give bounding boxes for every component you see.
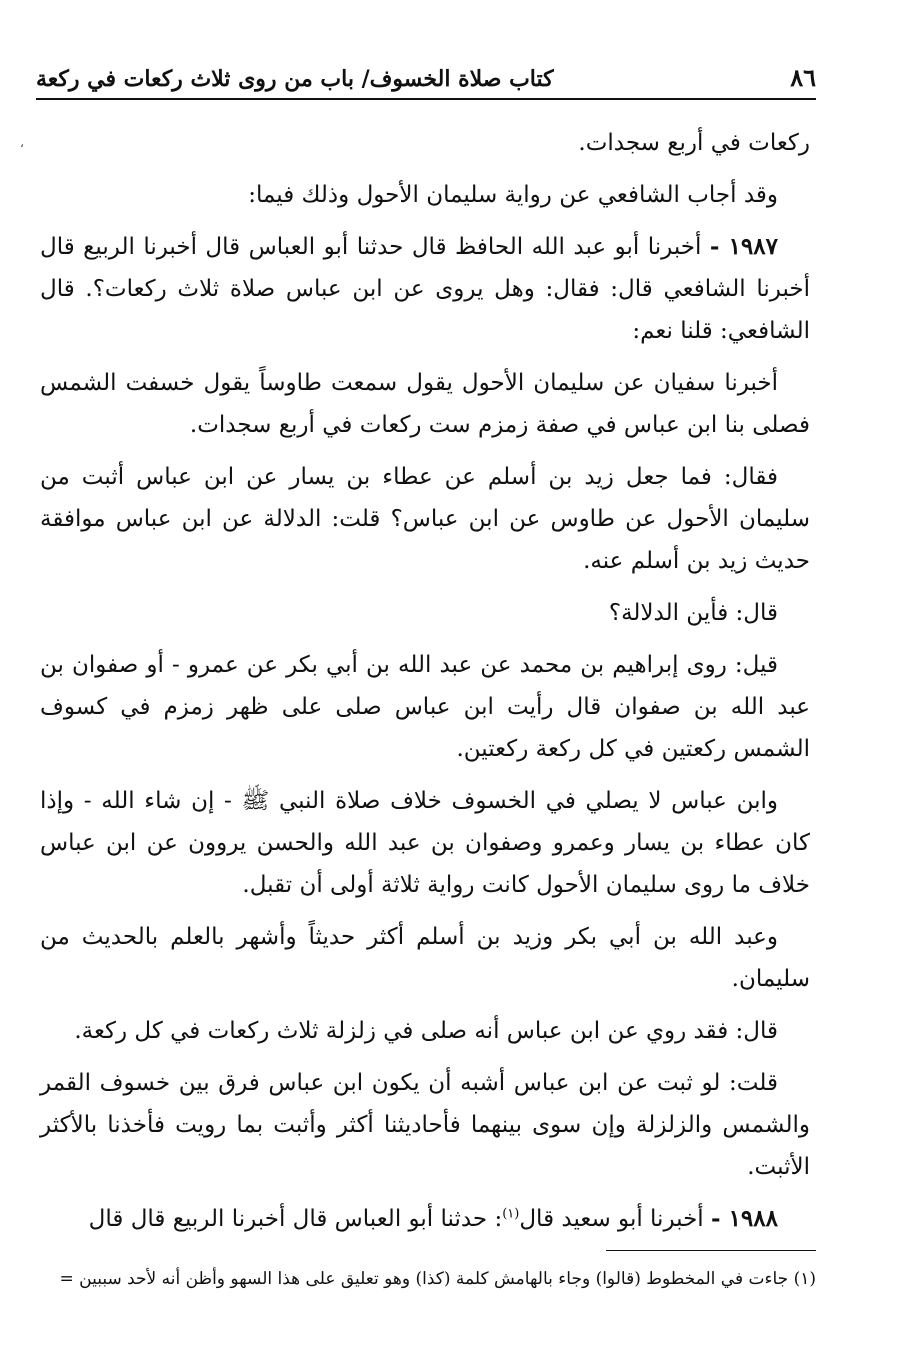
hadith-paragraph xyxy=(40,226,810,352)
paragraph: فقال: فما جعل زيد بن أسلم عن عطاء بن يسار عن ابن عباس أثبت من سليمان الأحول عن طاوس عن ابن عباس؟ قلت: الدلالة عن ابن عباس موافقة حديث زيد بن أسلم عنه. xyxy=(40,464,810,574)
footnote-reference[interactable]: (١) xyxy=(502,1206,520,1222)
paragraph: قلت: لو ثبت عن ابن عباس أشبه أن يكون ابن عباس فرق بين خسوف القمر والشمس والزلزلة وإن سوى بينهما فأحاديثنا أكثر وأثبت بما رويت فأخذنا بالأكثر الأثبت. xyxy=(40,1070,810,1180)
main-text xyxy=(40,122,810,1250)
chapter-title: كتاب صلاة الخسوف/ باب من روى ثلاث ركعات في ركعة xyxy=(36,66,554,92)
paragraph: قال: فأين الدلالة؟ xyxy=(608,600,778,626)
margin-mark: ، xyxy=(20,136,24,150)
paragraph: قال: فقد روي عن ابن عباس أنه صلى في زلزلة ثلاث ركعات في كل ركعة. xyxy=(74,1018,778,1044)
hadith-text: أخبرنا أبو عبد الله الحافظ قال حدثنا أبو العباس قال أخبرنا الربيع قال أخبرنا الشافعي قال: فقال: وهل يروى عن ابن عباس صلاة ثلاث ركعات؟. قال الشافعي: قلنا نعم: xyxy=(40,234,810,344)
hadith-text: : حدثنا أبو العباس قال أخبرنا الربيع قال قال xyxy=(88,1206,503,1232)
running-header xyxy=(36,58,816,100)
hadith-number: ١٩٨٨ - xyxy=(711,1205,778,1232)
paragraph: وابن عباس لا يصلي في الخسوف خلاف صلاة النبي ﷺ - إن شاء الله - وإذا كان عطاء بن يسار وعمرو وصفوان بن عبد الله والحسن يروون عن ابن عباس خلاف ما روى سليمان الأحول كانت رواية ثلاثة أولى أن تقبل. xyxy=(40,788,810,898)
paragraph: وعبد الله بن أبي بكر وزيد بن أسلم أكثر حديثاً وأشهر بالعلم بالحديث من سليمان. xyxy=(40,924,810,992)
hadith-number: ١٩٨٧ - xyxy=(709,233,778,260)
footnote: (١) جاءت في المخطوط (قالوا) وجاء بالهامش كلمة (كذا) وهو تعليق على هذا السهو وأظن أنه لأحد سببين = xyxy=(59,1269,816,1289)
hadith-text: أخبرنا أبو سعيد قال xyxy=(519,1206,704,1232)
paragraph: ركعات في أربع سجدات. xyxy=(578,130,810,156)
page-number: ٨٦ xyxy=(790,63,816,92)
hadith-paragraph xyxy=(40,1198,810,1240)
paragraph: وقد أجاب الشافعي عن رواية سليمان الأحول وذلك فيما: xyxy=(248,182,778,208)
paragraph: أخبرنا سفيان عن سليمان الأحول يقول سمعت طاوساً يقول خسفت الشمس فصلى بنا ابن عباس في صفة زمزم ست ركعات في أربع سجدات. xyxy=(40,370,810,438)
paragraph: قيل: روى إبراهيم بن محمد عن عبد الله بن أبي بكر عن عمرو - أو صفوان بن عبد الله بن صفوان قال رأيت ابن عباس صلى على ظهر زمزم في كسوف الشمس ركعتين في كل ركعة ركعتين. xyxy=(40,652,810,762)
footnote-divider xyxy=(606,1250,816,1251)
